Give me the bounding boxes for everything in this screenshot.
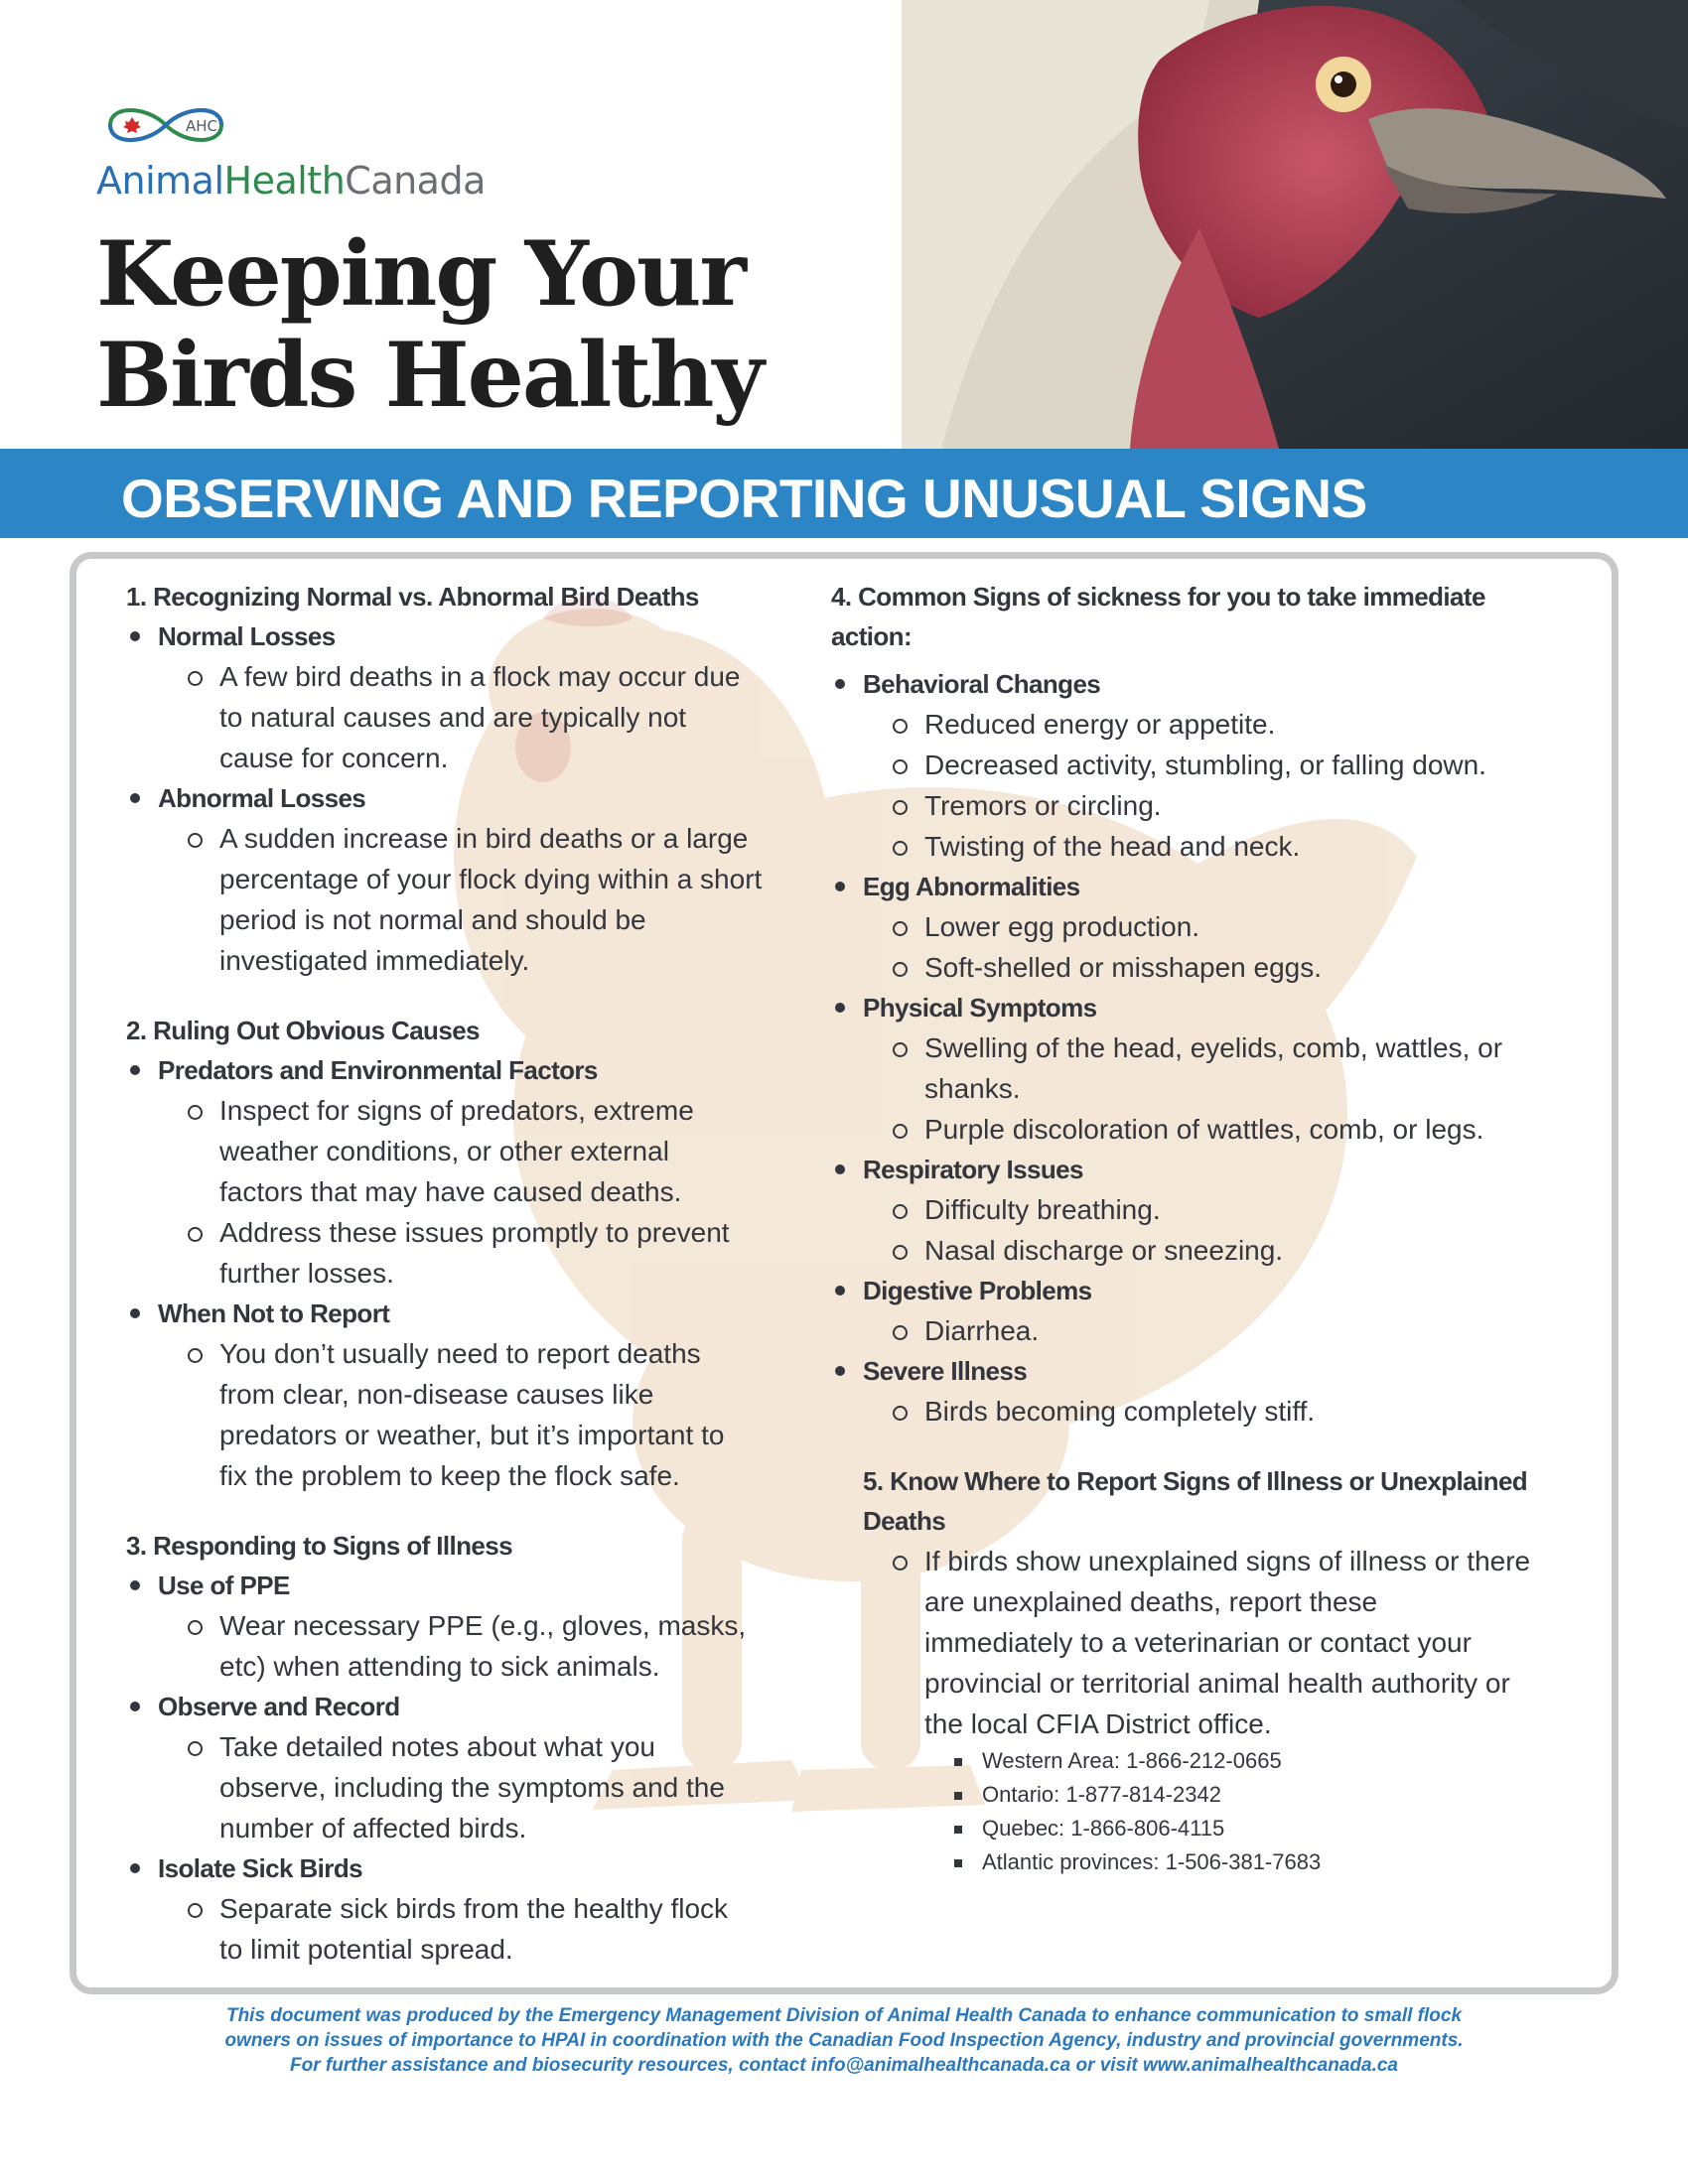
behavioral-item: Decreased activity, stumbling, or falling down. xyxy=(831,745,1596,785)
text-line: to limit potential spread. xyxy=(219,1934,513,1965)
ahc-infinity-logo-icon xyxy=(96,97,235,153)
predators-item-2 xyxy=(126,1212,821,1294)
text-line: shanks. xyxy=(924,1073,1021,1104)
section-5-title xyxy=(831,1461,1596,1541)
contact-ontario: Ontario: 1-877-814-2342 xyxy=(831,1778,1596,1812)
text-line: A sudden increase in bird deaths or a large xyxy=(219,823,749,854)
observe-item xyxy=(126,1726,821,1848)
text-line: the local CFIA District office. xyxy=(924,1708,1272,1739)
digestive-item: Diarrhea. xyxy=(831,1310,1596,1351)
report-instructions xyxy=(831,1541,1596,1744)
content-frame xyxy=(70,552,1618,1994)
text-line: Inspect for signs of predators, extreme xyxy=(219,1095,694,1126)
ahc-logo xyxy=(96,97,563,206)
text-line: cause for concern. xyxy=(219,743,449,773)
logo-word-health: Health xyxy=(223,159,346,203)
respiratory-item: Nasal discharge or sneezing. xyxy=(831,1230,1596,1271)
normal-losses-label: Normal Losses xyxy=(126,616,821,656)
text-line: weather conditions, or other external xyxy=(219,1136,669,1166)
physical-item xyxy=(831,1109,1596,1150)
text-line: observe, including the symptoms and the xyxy=(219,1772,725,1803)
text-line: fix the problem to keep the flock safe. xyxy=(219,1460,680,1491)
behavioral-item: Reduced energy or appetite. xyxy=(831,704,1596,745)
text-line: investigated immediately. xyxy=(219,945,530,976)
text-line: to natural causes and are typically not xyxy=(219,702,687,733)
respiratory-label: Respiratory Issues xyxy=(831,1150,1596,1189)
page-title xyxy=(96,223,763,426)
footer-line-1: This document was produced by the Emergency Management Division of Animal Health Canada to enhance communication to small flock xyxy=(225,2005,1463,2026)
footer-line-3: For further assistance and biosecurity resources, contact info@animalhealthcanada.ca or visit www.animalhealthcanada.ca xyxy=(290,2055,1398,2076)
observe-label: Observe and Record xyxy=(126,1687,821,1726)
text-line: etc) when attending to sick animals. xyxy=(219,1651,660,1682)
text-line: Address these issues promptly to prevent xyxy=(219,1217,730,1248)
severe-item: Birds becoming completely stiff. xyxy=(831,1391,1596,1432)
abnormal-losses-label: Abnormal Losses xyxy=(126,778,821,818)
digestive-label: Digestive Problems xyxy=(831,1271,1596,1310)
text-line: number of affected birds. xyxy=(219,1813,527,1843)
isolate-label: Isolate Sick Birds xyxy=(126,1848,821,1888)
text-line: predators or weather, but it’s important to xyxy=(219,1420,725,1450)
text-line: factors that may have caused deaths. xyxy=(219,1176,682,1207)
text-line: percentage of your flock dying within a short xyxy=(219,864,763,894)
physical-item xyxy=(831,1027,1596,1109)
not-report-item xyxy=(126,1333,821,1496)
text-line: Take detailed notes about what you xyxy=(219,1731,655,1762)
text-line: Wear necessary PPE (e.g., gloves, masks, xyxy=(219,1610,747,1641)
contact-quebec: Quebec: 1-866-806-4115 xyxy=(831,1812,1596,1845)
egg-item: Lower egg production. xyxy=(831,906,1596,947)
banner-title: OBSERVING AND REPORTING UNUSUAL SIGNS xyxy=(121,468,1367,529)
text-line: further losses. xyxy=(219,1258,394,1289)
behavioral-item: Twisting of the head and neck. xyxy=(831,826,1596,867)
behavioral-label: Behavioral Changes xyxy=(831,664,1596,704)
contact-western: Western Area: 1-866-212-0665 xyxy=(831,1744,1596,1778)
abnormal-losses-item xyxy=(126,818,821,981)
ahc-badge: AHC xyxy=(186,117,218,135)
text-line: period is not normal and should be xyxy=(219,904,646,935)
maple-leaf-icon xyxy=(123,117,141,133)
text-line: 4. Common Signs of sickness for you to take immediate xyxy=(831,582,1485,612)
right-column xyxy=(831,577,1596,1879)
text-line: are unexplained deaths, report these xyxy=(924,1586,1378,1617)
footer-line-2: owners on issues of importance to HPAI in coordination with the Canadian Food Inspection Agency, industry and provincial governments. xyxy=(224,2030,1464,2051)
egg-label: Egg Abnormalities xyxy=(831,867,1596,906)
rooster-photo xyxy=(902,0,1688,449)
text-line: Swelling of the head, eyelids, comb, wattles, or xyxy=(924,1032,1503,1063)
text-line: immediately to a veterinarian or contact your xyxy=(924,1627,1472,1658)
logo-word-animal: Animal xyxy=(96,159,224,203)
text-line: Separate sick birds from the healthy flock xyxy=(219,1893,729,1924)
section-4-title xyxy=(831,577,1596,656)
section-1-title: 1. Recognizing Normal vs. Abnormal Bird Deaths xyxy=(126,582,699,612)
text-line: Deaths xyxy=(863,1506,946,1536)
section-3-title: 3. Responding to Signs of Illness xyxy=(126,1531,513,1561)
rooster-image xyxy=(902,0,1688,449)
normal-losses-item xyxy=(126,656,821,778)
egg-item: Soft-shelled or misshapen eggs. xyxy=(831,947,1596,988)
page-title-line2: Birds Healthy xyxy=(96,323,763,428)
logo-wordmark xyxy=(96,159,486,203)
footer-note xyxy=(0,2003,1688,2078)
ppe-label: Use of PPE xyxy=(126,1566,821,1605)
text-line: provincial or territorial animal health authority or xyxy=(924,1668,1510,1699)
contact-atlantic: Atlantic provinces: 1-506-381-7683 xyxy=(831,1845,1596,1879)
not-report-label: When Not to Report xyxy=(126,1294,821,1333)
text-line: Purple discoloration of wattles, comb, or legs. xyxy=(924,1114,1484,1145)
logo-word-canada: Canada xyxy=(345,159,486,203)
respiratory-item: Difficulty breathing. xyxy=(831,1189,1596,1230)
ppe-item xyxy=(126,1605,821,1687)
text-line: 5. Know Where to Report Signs of Illness or Unexplained xyxy=(863,1466,1528,1496)
severe-label: Severe Illness xyxy=(831,1351,1596,1391)
page-title-line1: Keeping Your xyxy=(96,221,745,327)
text-line: action: xyxy=(831,621,913,651)
section-banner xyxy=(0,449,1688,538)
text-line: If birds show unexplained signs of illness or there xyxy=(924,1546,1531,1576)
isolate-item xyxy=(126,1888,821,1970)
behavioral-item: Tremors or circling. xyxy=(831,785,1596,826)
predators-label: Predators and Environmental Factors xyxy=(126,1050,821,1090)
left-column xyxy=(126,577,821,1970)
text-line: You don’t usually need to report deaths xyxy=(219,1338,701,1369)
physical-label: Physical Symptoms xyxy=(831,988,1596,1027)
text-line: A few bird deaths in a flock may occur due xyxy=(219,661,741,692)
text-line: from clear, non-disease causes like xyxy=(219,1379,654,1410)
predators-item-1 xyxy=(126,1090,821,1212)
section-2-title: 2. Ruling Out Obvious Causes xyxy=(126,1016,480,1045)
